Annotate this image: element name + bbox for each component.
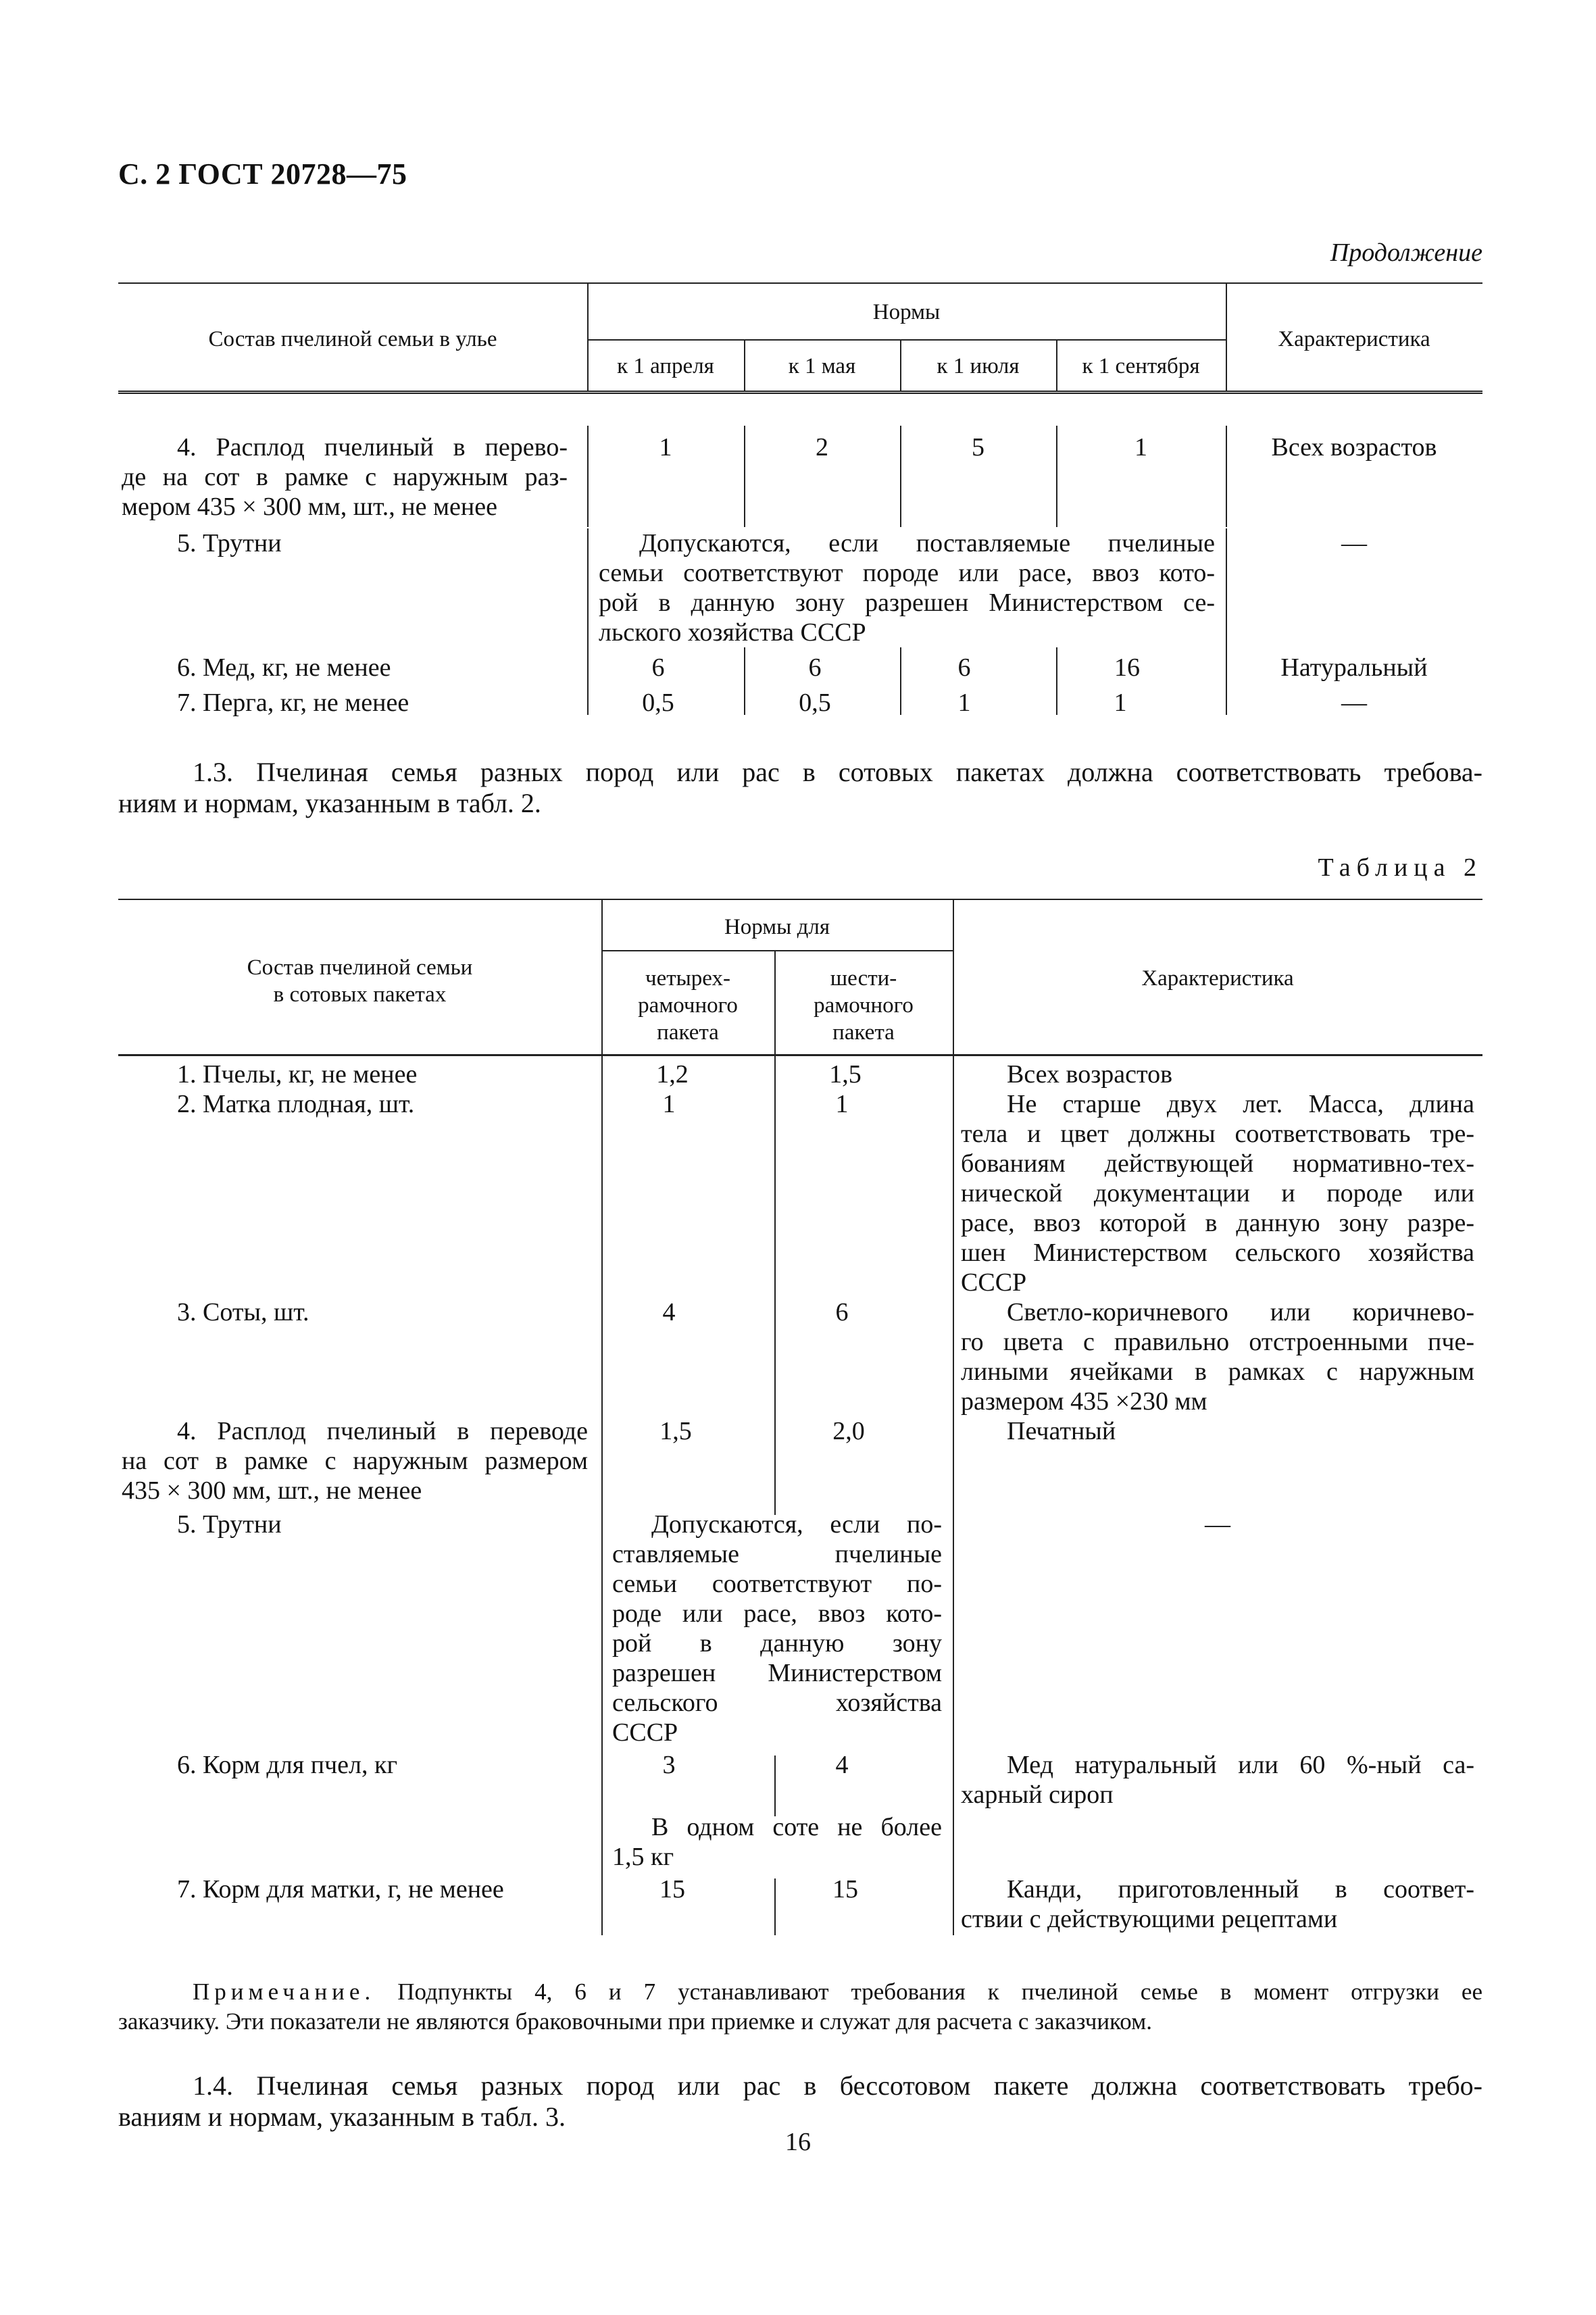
table1-cell-may: 0,5 bbox=[799, 689, 831, 717]
table2-header-norms-for: Нормы для bbox=[724, 915, 830, 939]
note-label: Примечание. bbox=[193, 1978, 376, 2005]
table-row bbox=[122, 1089, 588, 1119]
table2-cell-four: 15 bbox=[659, 1875, 685, 1903]
row-name-line: 7. Корм для матки, г, не менее bbox=[177, 1875, 504, 1903]
sub-line: 1,5 кг bbox=[612, 1843, 674, 1871]
table1-cell-sep: 16 bbox=[1114, 653, 1140, 682]
table1-cell-sep: 1 bbox=[1134, 433, 1147, 462]
row-name-line: де на сот в рамке с наружным раз- bbox=[122, 463, 568, 491]
char-line: харный сироп bbox=[961, 1781, 1114, 1809]
table2-cell-four: 1,2 bbox=[656, 1060, 689, 1089]
table1-cell-may: 6 bbox=[808, 653, 822, 682]
table1-norms-rule bbox=[587, 339, 1226, 341]
table2-cell-characteristic bbox=[961, 1750, 1474, 1810]
table2-cell-characteristic bbox=[1007, 1416, 1473, 1446]
table-row bbox=[122, 688, 568, 718]
char-line: размером 435 ×230 мм bbox=[961, 1387, 1207, 1416]
merged-line: рой в данную зону bbox=[612, 1629, 942, 1658]
row-name-line: 4. Расплод пчелиный в перево- bbox=[177, 433, 568, 462]
row-name-line: 3. Соты, шт. bbox=[177, 1298, 309, 1326]
table-row bbox=[122, 653, 568, 682]
table-row bbox=[122, 1416, 588, 1505]
row-name-line: 6. Мед, кг, не менее bbox=[177, 653, 391, 682]
table-row bbox=[122, 1874, 588, 1904]
row-name-line: 2. Матка плодная, шт. bbox=[177, 1090, 415, 1118]
char-line: Печатный bbox=[1007, 1417, 1116, 1445]
table-row bbox=[122, 1297, 588, 1327]
table1-vline bbox=[587, 528, 589, 651]
merged-line: сельского хозяйства bbox=[612, 1689, 942, 1717]
header-line: рамочного bbox=[814, 993, 914, 1018]
char-line: ствии с действующими рецептами bbox=[961, 1905, 1338, 1933]
table2-header-characteristic: Характеристика bbox=[1141, 966, 1294, 991]
char-line: СССР bbox=[961, 1268, 1027, 1297]
table1-cell-jul: 6 bbox=[957, 653, 971, 682]
table-row bbox=[122, 1510, 588, 1539]
merged-line: Допускаются, если поставляемые пчелиные bbox=[639, 529, 1215, 557]
char-line: — bbox=[1205, 1510, 1230, 1539]
row-name-line: 1. Пчелы, кг, не менее bbox=[177, 1060, 418, 1089]
table2-note bbox=[118, 1977, 1482, 2037]
table1-header-composition: Состав пчелиной семьи в улье bbox=[208, 327, 497, 351]
table2-sub-note bbox=[612, 1812, 942, 1872]
paragraph-1-3 bbox=[118, 757, 1482, 819]
merged-line: роде или расе, ввоз кото- bbox=[612, 1599, 942, 1628]
char-line: тела и цвет должны соответствовать тре- bbox=[961, 1120, 1474, 1148]
header-line: в сотовых пакетах bbox=[273, 982, 447, 1007]
table2-top-rule bbox=[118, 899, 1482, 900]
table2-vline bbox=[601, 1055, 603, 1935]
char-line: нической документации и породе или bbox=[961, 1179, 1474, 1208]
merged-line: льского хозяйства СССР bbox=[599, 618, 866, 647]
merged-line: семьи соответствуют породе или расе, ввоз кото- bbox=[599, 559, 1215, 587]
table-row bbox=[122, 528, 568, 558]
table2-cell-four: 3 bbox=[662, 1751, 676, 1779]
paragraph-line: ниям и нормам, указанным в табл. 2. bbox=[118, 788, 541, 818]
table1-cell-may: 2 bbox=[816, 433, 828, 462]
row-name-line: 435 × 300 мм, шт., не менее bbox=[122, 1476, 422, 1505]
table2-header-six bbox=[774, 965, 953, 1046]
sub-line: В одном соте не более bbox=[651, 1813, 942, 1841]
note-text: Подпункты 4, 6 и 7 устанавливают требования к пчелиной семье в момент отгрузки ее bbox=[397, 1978, 1483, 2005]
row-name-line: 4. Расплод пчелиный в переводе bbox=[177, 1417, 588, 1445]
table2-cell-six: 1,5 bbox=[829, 1060, 862, 1089]
row-name-line: 7. Перга, кг, не менее bbox=[177, 689, 409, 717]
merged-line: рой в данную зону разрешен Министерством се- bbox=[599, 589, 1215, 617]
table2-vline bbox=[774, 1055, 776, 1515]
table2-norms-rule bbox=[601, 950, 953, 951]
table1-header-apr: к 1 апреля bbox=[617, 354, 714, 378]
row-name-line: 5. Трутни bbox=[177, 1510, 282, 1539]
table2-cell-six: 1 bbox=[835, 1090, 849, 1118]
table2-cell-characteristic bbox=[961, 1874, 1474, 1934]
table2-cell-characteristic bbox=[961, 1297, 1474, 1416]
header-line: четырех- bbox=[645, 966, 731, 991]
table2-header-composition bbox=[118, 954, 601, 1008]
table1-header-sep: к 1 сентября bbox=[1082, 354, 1200, 378]
paragraph-line: 1.3. Пчелиная семья разных пород или рас в сотовых пакетах должна соответствовать требова- bbox=[193, 757, 1482, 787]
char-line: Канди, приготовленный в соответ- bbox=[1007, 1875, 1474, 1903]
table2-header-rule bbox=[118, 1054, 1482, 1056]
merged-line: Допускаются, если по- bbox=[651, 1510, 942, 1539]
char-line: шен Министерством сельского хозяйства bbox=[961, 1239, 1474, 1267]
table-row bbox=[122, 1750, 588, 1780]
table2-cell-four: 1 bbox=[662, 1090, 676, 1118]
table1-cell-characteristic: Всех возрастов bbox=[1271, 433, 1437, 462]
table1-cell-sep: 1 bbox=[1114, 689, 1127, 717]
table1-cell-characteristic: — bbox=[1341, 529, 1367, 557]
table-row bbox=[122, 1060, 588, 1089]
table2-cell-six: 6 bbox=[835, 1298, 849, 1326]
table1-header-may: к 1 мая bbox=[788, 354, 856, 378]
table2-cell-six: 2,0 bbox=[832, 1417, 865, 1445]
paragraph-line: ваниям и нормам, указанным в табл. 3. bbox=[118, 2101, 566, 2132]
char-line: Всех возрастов bbox=[1007, 1060, 1173, 1089]
table1-cell-apr: 1 bbox=[659, 433, 672, 462]
table1-cell-apr: 6 bbox=[651, 653, 665, 682]
table1-cell-characteristic: Натуральный bbox=[1280, 653, 1428, 682]
row-name-line: 6. Корм для пчел, кг bbox=[177, 1751, 398, 1779]
table1-header-characteristic: Характеристика bbox=[1278, 327, 1430, 351]
table1-cell-jul: 1 bbox=[957, 689, 971, 717]
table1-cell-apr: 0,5 bbox=[642, 689, 674, 717]
char-line: Светло-коричневого или коричнево- bbox=[1007, 1298, 1474, 1326]
continuation-label: Продолжение bbox=[1330, 239, 1482, 267]
table1-header-jul: к 1 июля bbox=[937, 354, 1020, 378]
paragraph-1-4 bbox=[118, 2070, 1482, 2133]
table1-top-rule bbox=[118, 282, 1482, 284]
table2-vline bbox=[953, 1055, 954, 1935]
table2-header-four bbox=[601, 965, 774, 1046]
note-line: заказчику. Эти показатели не являются браковочными при приемке и служат для расчета с заказчиком. bbox=[118, 2008, 1153, 2035]
table1-header-rule bbox=[118, 391, 1482, 394]
char-line: Не старше двух лет. Масса, длина bbox=[1007, 1090, 1474, 1118]
table1-cell-jul: 5 bbox=[972, 433, 984, 462]
table2-cell-six: 15 bbox=[832, 1875, 858, 1903]
page-header: С. 2 ГОСТ 20728—75 bbox=[118, 157, 407, 191]
char-line: лиными ячейками в рамках с наружным bbox=[961, 1358, 1474, 1386]
table2-caption: Таблица 2 bbox=[1318, 853, 1482, 882]
header-line: пакета bbox=[832, 1020, 895, 1045]
row-name-line: на сот в рамке с наружным размером bbox=[122, 1447, 588, 1475]
table2-cell-characteristic bbox=[961, 1089, 1474, 1297]
merged-line: разрешен Министерством bbox=[612, 1659, 942, 1687]
table2-merged-note bbox=[612, 1510, 942, 1747]
row-name-line: мером 435 × 300 мм, шт., не менее bbox=[122, 493, 497, 521]
header-line: Состав пчелиной семьи bbox=[247, 955, 473, 980]
char-line: бованиям действующей нормативно-тех- bbox=[961, 1149, 1474, 1178]
header-line: пакета bbox=[657, 1020, 719, 1045]
note-line bbox=[118, 1977, 1482, 2007]
header-line: рамочного bbox=[638, 993, 738, 1018]
table2-cell-six: 4 bbox=[835, 1751, 849, 1779]
paragraph-line: 1.4. Пчелиная семья разных пород или рас в бессотовом пакете должна соответствовать требо- bbox=[193, 2070, 1482, 2101]
table2-cell-four: 1,5 bbox=[659, 1417, 692, 1445]
table2-cell-characteristic bbox=[1007, 1060, 1473, 1089]
table1-cell-characteristic: — bbox=[1341, 689, 1367, 717]
char-line: Мед натуральный или 60 %-ный са- bbox=[1007, 1751, 1474, 1779]
merged-line: СССР bbox=[612, 1718, 678, 1747]
merged-line: семьи соответствуют по- bbox=[612, 1570, 942, 1598]
row-name-line: 5. Трутни bbox=[177, 529, 282, 557]
table2-cell-four: 4 bbox=[662, 1298, 676, 1326]
table2-cell-characteristic bbox=[953, 1510, 1482, 1539]
table1-merged-note bbox=[599, 528, 1215, 647]
merged-line: ставляемые пчелиные bbox=[612, 1540, 942, 1568]
page-number: 16 bbox=[785, 2128, 811, 2156]
char-line: расе, ввоз которой в данную зону разре- bbox=[961, 1209, 1474, 1237]
table-row bbox=[122, 432, 568, 522]
header-line: шести- bbox=[830, 966, 897, 991]
table1-header-norms: Нормы bbox=[872, 300, 941, 324]
char-line: го цвета с правильно отстроенными пче- bbox=[961, 1328, 1474, 1356]
